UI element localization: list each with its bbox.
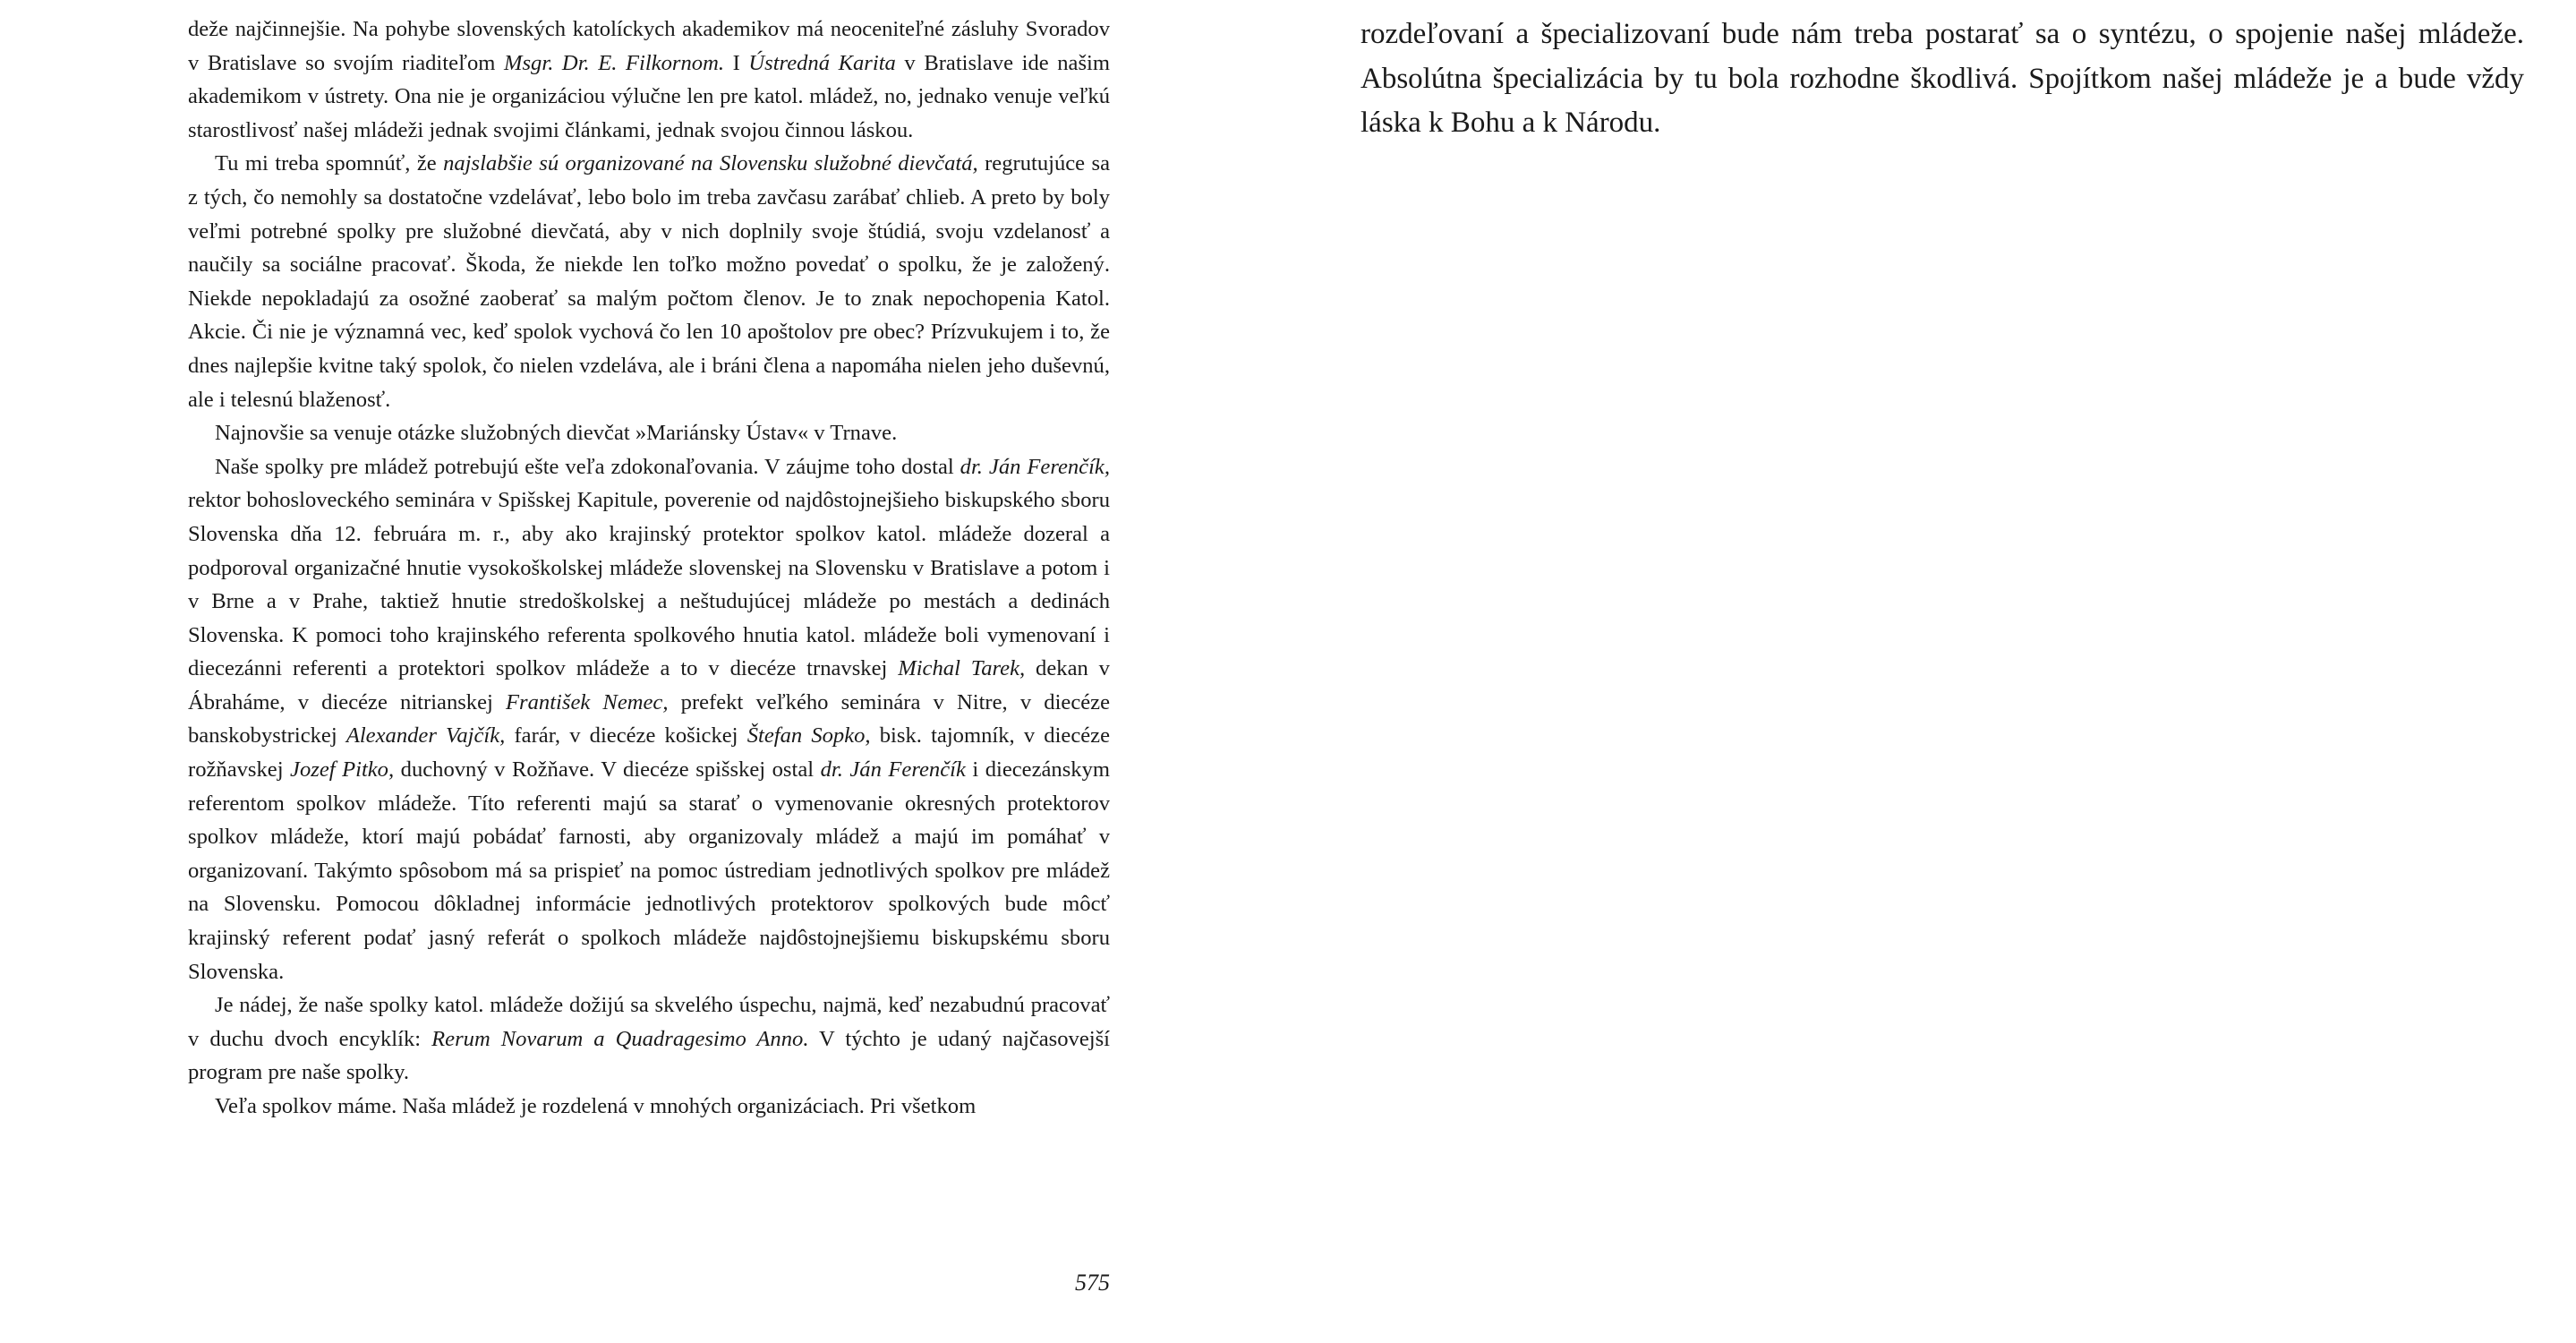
text-run: i diecezánskym referentom spolkov mládeže. Títo referenti majú sa starať o vymenovanie okresných protektorov spolkov mládeže, ktorí majú pobádať farnosti, aby organizovaly mládež a majú im pomáhať v organizovaní. Takýmto spôsobom má sa prispieť na pomoc ústrediam jednotlivých spolkov pre mládež na Slovensku. Pomocou dôkladnej informácie jednotlivých protektorov spolkových bude môcť krajinský referent podať jasný referát o spolkoch mládeže najdôstojnejšiemu biskupskému sboru Slovenska.: [188, 757, 1110, 984]
emphasized-text: Jozef Pitko,: [290, 757, 395, 783]
right-page-text: [1361, 13, 2524, 146]
emphasized-text: dr. Ján Ferenčík: [820, 757, 966, 783]
text-run: prefekt veľkého seminára v Nitre, v diecéze banskobystrickej: [188, 689, 1110, 748]
text-run: bisk. tajomník, v diecéze rožňavskej: [188, 723, 1111, 783]
emphasized-text: Ústredná Karita: [748, 50, 896, 75]
text-run: v Bratislave ide našim akademikom v ústrety. Ona nie je organizáciou výlučne len pre katol. mládež, no, jednako venuje veľkú starostlivosť našej mládeži jednak svojimi článkami, jednak svojou činnou láskou.: [188, 50, 1110, 142]
emphasized-text: Rerum Novarum a Quadragesimo Anno.: [431, 1026, 809, 1051]
text-run: farár, v diecéze košickej: [505, 723, 747, 748]
text-run: Tu mi treba spomnúť, že: [215, 151, 444, 176]
text-run: Veľa spolkov máme. Naša mládež je rozdelená v mnohých organizáciach. Pri všetkom: [215, 1094, 977, 1118]
left_page-paragraph: [188, 450, 1110, 989]
emphasized-text: najslabšie sú organizované na Slovensku služobné dievčatá,: [443, 151, 978, 176]
emphasized-text: Alexander Vajčík,: [345, 723, 506, 748]
left-page-text: [188, 13, 1110, 1124]
text-run: rektor bohosloveckého seminára v Spišskej Kapitule, poverenie od najdôstojnejšieho biskupského sboru Slovenska dňa 12. februára m. r., aby ako krajinský protektor spolkov katol. mládeže dozeral a podporoval organizačné hnutie vysokoškolskej mládeže slovenskej na Slovensku v Bratislave a potom i v Brne a v Prahe, taktiež hnutie stredoškolskej a neštudujúcej mládeže po mestách a dedinách Slovenska. K pomoci toho krajinského referenta spolkového hnutia katol. mládeže boli vymenovaní i diecezánni referenti a protektori spolkov mládeže a to v diecéze trnavskej: [188, 488, 1110, 681]
text-run: dekan v Ábraháme, v diecéze nitrianskej: [188, 656, 1110, 714]
left_page-paragraph: [188, 416, 1110, 450]
left_page-paragraph: [188, 13, 1110, 147]
left-page: [188, 0, 1110, 1343]
emphasized-text: Štefan Sopko,: [746, 723, 871, 748]
text-run: duchovný v Rožňave. V diecéze spišskej ostal: [394, 757, 821, 783]
right_page-paragraph: [1361, 13, 2524, 146]
text-run: V týchto je udaný najčasovejší program pre naše spolky.: [188, 1026, 1110, 1085]
left_page-paragraph: [188, 147, 1110, 416]
page-number: 575: [1075, 1270, 1110, 1296]
left_page-paragraph: [188, 988, 1110, 1090]
text-run: deže najčinnejšie. Na pohybe slovenských katolíckych akademikov má neoceniteľné zásluhy Svoradov v Bratislave so svojím riaditeľom: [188, 17, 1110, 75]
text-run: regrutujúce sa z tých, čo nemohly sa dostatočne vzdelávať, lebo bolo im treba zavčasu zarábať chlieb. A preto by boly veľmi potrebné spolky pre služobné dievčatá, aby v nich doplnily svoje štúdiá, svoju vzdelanosť a naučily sa sociálne pracovať. Škoda, že niekde len toľko možno povedať o spolku, že je založený. Niekde nepokladajú za osožné zaoberať sa malým počtom členov. Je to znak nepochopenia Katol. Akcie. Či nie je významná vec, keď spolok vychová čo len 10 apoštolov pre obec? Prízvukujem i to, že dnes najlepšie kvitne taký spolok, čo nielen vzdeláva, ale i bráni člena a napomáha nielen jeho duševnú, ale i telesnú blaženosť.: [188, 151, 1111, 412]
text-run: I: [724, 50, 749, 75]
emphasized-text: František Nemec,: [506, 689, 669, 714]
text-run: Je nádej, že naše spolky katol. mládeže dožijú sa skvelého úspechu, najmä, keď nezabudnú pracovať v duchu dvoch encyklík:: [188, 993, 1110, 1051]
right-page: [1361, 0, 2524, 1343]
text-run: Naše spolky pre mládež potrebujú ešte veľa zdokonaľovania. V záujme toho dostal: [215, 454, 960, 479]
emphasized-text: Michal Tarek,: [898, 656, 1026, 681]
text-run: Najnovšie sa venuje otázke služobných dievčat »Mariánsky Ústav« v Trnave.: [215, 421, 898, 446]
emphasized-text: dr. Ján Ferenčík,: [960, 454, 1110, 479]
text-run: rozdeľovaní a špecializovaní bude nám treba postarať sa o syntézu, o spojenie našej mládeže. Absolútna špecializácia by tu bola rozhodne škodlivá. Spojítkom našej mládeže je a bude vždy láska k Bohu a k Národu.: [1361, 18, 2524, 139]
left_page-paragraph: [188, 1090, 1110, 1124]
emphasized-text: Msgr. Dr. E. Filkornom.: [504, 50, 725, 75]
